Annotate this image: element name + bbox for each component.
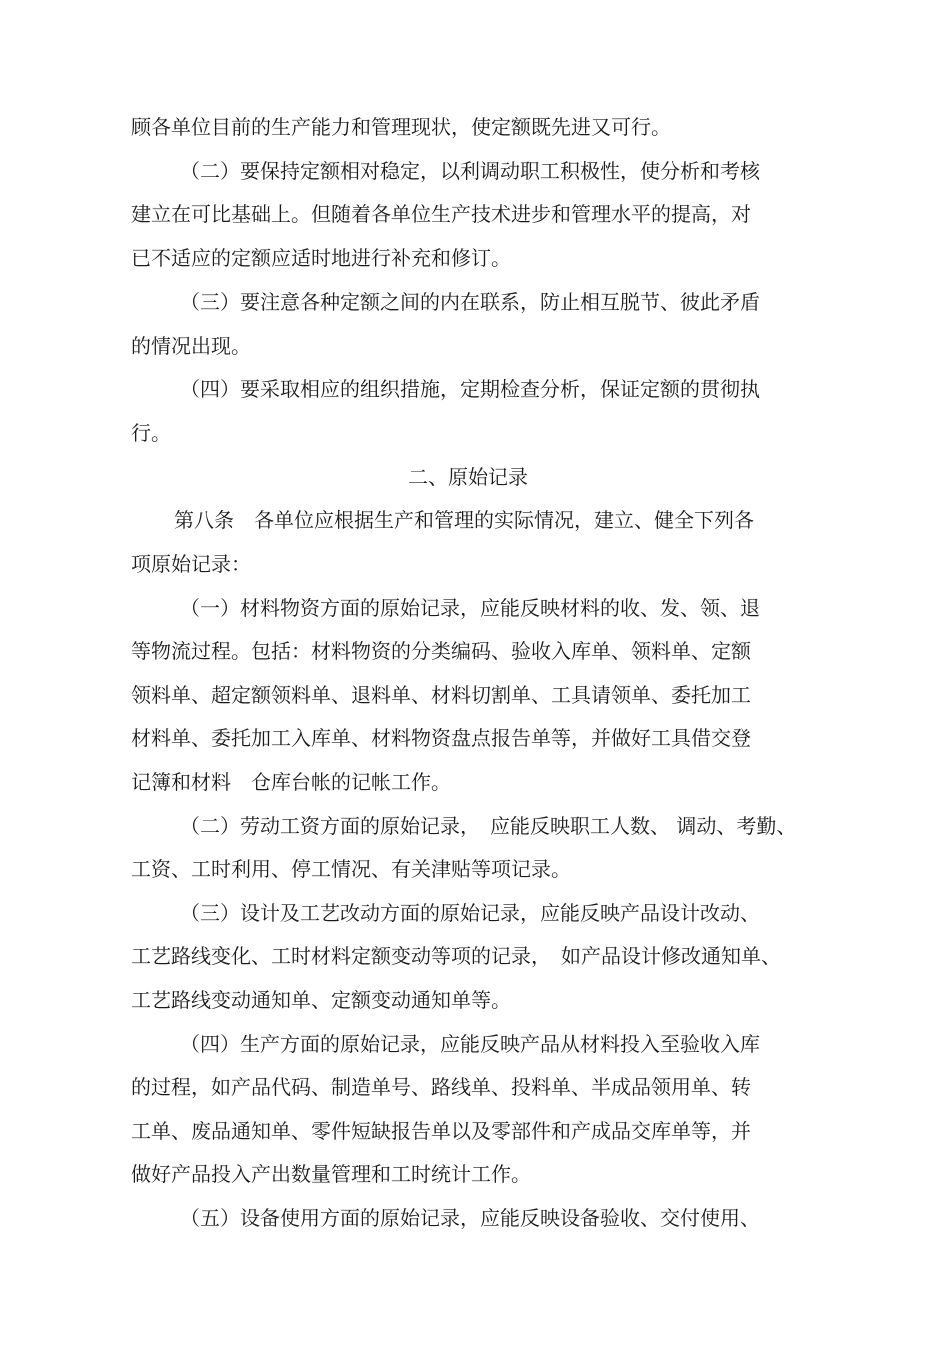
paragraph-line: （五）设备使用方面的原始记录，应能反映设备验收、交付使用、 <box>180 1206 760 1230</box>
paragraph-line: （三）要注意各种定额之间的内在联系，防止相互脱节、彼此矛盾 <box>180 290 760 314</box>
paragraph-line: （三）设计及工艺改动方面的原始记录，应能反映产品设计改动、 <box>180 901 760 925</box>
paragraph-line: 项原始记录： <box>131 552 251 576</box>
paragraph-line: 记簿和材料 仓库台帐的记帐工作。 <box>131 770 451 794</box>
paragraph-line: 工资、工时利用、停工情况、有关津贴等项记录。 <box>131 857 571 881</box>
paragraph-line: 领料单、超定额领料单、退料单、材料切割单、工具请领单、委托加工 <box>131 683 751 707</box>
paragraph-line: 建立在可比基础上。但随着各单位生产技术进步和管理水平的提高，对 <box>131 202 751 226</box>
paragraph-line: 材料单、委托加工入库单、材料物资盘点报告单等，并做好工具借交登 <box>131 726 751 750</box>
paragraph-line: （二）劳动工资方面的原始记录， 应能反映职工人数、 调动、考勤、 <box>180 814 797 838</box>
paragraph-line: 的过程，如产品代码、制造单号、路线单、投料单、半成品领用单、转 <box>131 1075 751 1099</box>
paragraph-line: 工艺路线变动通知单、定额变动通知单等。 <box>131 988 511 1012</box>
paragraph-line: （四）要采取相应的组织措施，定期检查分析，保证定额的贯彻执 <box>180 377 760 401</box>
paragraph-line: （二）要保持定额相对稳定，以利调动职工积极性，使分析和考核 <box>180 159 760 183</box>
paragraph-line: 工单、废品通知单、零件短缺报告单以及零部件和产成品交库单等，并 <box>131 1119 751 1143</box>
paragraph-line: 行。 <box>131 421 171 445</box>
paragraph-line: 做好产品投入产出数量管理和工时统计工作。 <box>131 1162 531 1186</box>
paragraph-line: 的情况出现。 <box>131 334 251 358</box>
paragraph-line: （一）材料物资方面的原始记录，应能反映材料的收、发、领、退 <box>180 596 760 620</box>
paragraph-line: 已不适应的定额应适时地进行补充和修订。 <box>131 246 511 270</box>
paragraph-line: 工艺路线变化、工时材料定额变动等项的记录， 如产品设计修改通知单、 <box>131 944 781 968</box>
paragraph-line: （四）生产方面的原始记录，应能反映产品从材料投入至验收入库 <box>180 1032 760 1056</box>
paragraph-line: 顾各单位目前的生产能力和管理现状，使定额既先进又可行。 <box>131 115 671 139</box>
section-heading: 二、原始记录 <box>408 465 528 489</box>
paragraph-line: 等物流过程。包括：材料物资的分类编码、验收入库单、领料单、定额 <box>131 639 751 663</box>
article-line: 第八条 各单位应根据生产和管理的实际情况，建立、健全下列各 <box>174 508 754 532</box>
